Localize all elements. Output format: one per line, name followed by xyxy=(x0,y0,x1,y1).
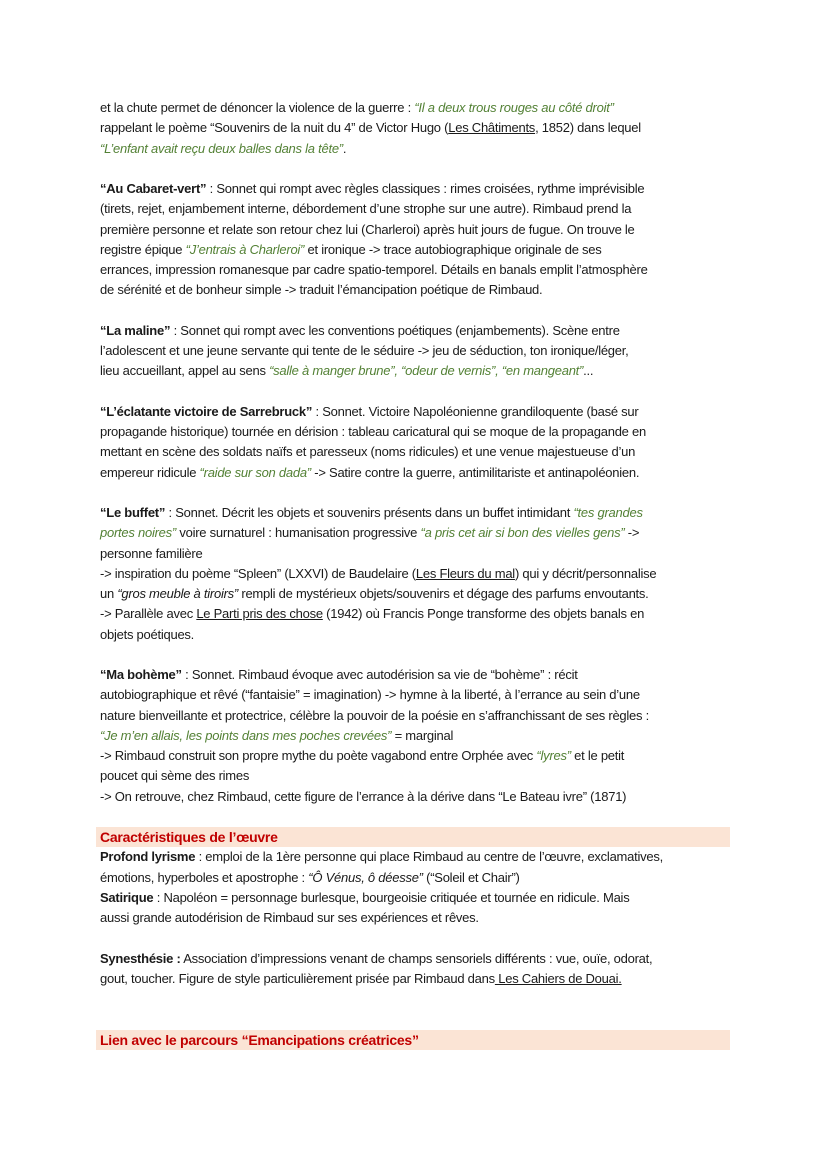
bold-term: “Ma bohème” xyxy=(100,667,182,682)
text-line xyxy=(100,665,740,685)
body-text: rempli de mystérieux objets/souvenirs et dégage des parfums envoutants. xyxy=(238,586,649,601)
text-line xyxy=(100,503,740,523)
body-text: nature bienveillante et protectrice, célèbre la pouvoir de la poésie en s’affranchissant de ses règles : xyxy=(100,707,649,723)
section-heading xyxy=(96,827,730,847)
blank-line xyxy=(100,382,740,402)
body-text: émotions, hyperboles et apostrophe : xyxy=(100,869,309,885)
section-heading xyxy=(96,1030,730,1050)
text-line xyxy=(100,179,740,199)
body-text: mettant en scène des soldats naïfs et paresseux (noms ridicules) et une venue majestueuse d’un xyxy=(100,444,636,460)
work-title: Les Fleurs du mal xyxy=(415,565,515,581)
text-line xyxy=(100,280,740,300)
blank-line xyxy=(100,989,740,1009)
text-line xyxy=(100,604,740,624)
body-text: et le petit xyxy=(570,748,625,763)
text-line xyxy=(100,260,740,280)
text-line xyxy=(100,564,740,584)
body-text: -> inspiration du poème “Spleen” (LXXVI) de Baudelaire ( xyxy=(100,565,416,581)
quotation: “raide sur son dada” xyxy=(199,464,311,480)
body-text: : Sonnet. Victoire Napoléonienne grandiloquente (basé sur xyxy=(312,403,639,419)
body-text: autobiographique et rêvé (“fantaisie” = imagination) -> hymne à la liberté, à l’errance au sein d’une xyxy=(100,687,640,703)
body-text: -> xyxy=(624,525,640,541)
quotation: portes noires” xyxy=(100,525,176,541)
body-text: : emploi de la 1ère personne qui place Rimbaud au centre de l’œuvre, exclamatives, xyxy=(195,849,663,865)
blank-line xyxy=(100,928,740,948)
text-line xyxy=(100,847,740,867)
text-line xyxy=(100,422,740,442)
text-line xyxy=(100,584,740,604)
bold-term: “Le buffet” xyxy=(100,505,166,520)
text-line xyxy=(100,442,740,462)
text-line xyxy=(100,544,740,564)
body-text: rappelant le poème “Souvenirs de la nuit du 4” de Victor Hugo ( xyxy=(100,120,449,136)
body-text: objets poétiques. xyxy=(100,626,195,642)
body-text: première personne et relate son retour chez lui (Charleroi) après huit jours de fugue. On trouve le xyxy=(100,221,635,237)
text-line xyxy=(100,523,740,543)
work-title: Les Cahiers de Douai. xyxy=(494,970,622,986)
text-line xyxy=(100,706,740,726)
blank-line xyxy=(100,1009,740,1029)
text-line xyxy=(100,746,740,766)
body-text: Association d’impressions venant de champs sensoriels différents : vue, ouïe, odorat, xyxy=(180,950,653,966)
body-text: . xyxy=(342,140,347,156)
text-line xyxy=(100,766,740,786)
body-text: l’adolescent et une jeune servante qui tente de le séduire -> jeu de séduction, ton ironique/léger, xyxy=(100,343,629,358)
bold-term: Satirique xyxy=(100,889,154,905)
body-text: : Sonnet. Décrit les objets et souvenirs présents dans un buffet intimidant xyxy=(165,505,574,520)
body-text: ... xyxy=(583,363,594,379)
body-text: un xyxy=(100,586,118,601)
bold-term: “Au Cabaret-vert” xyxy=(100,181,207,196)
bold-term: Profond lyrisme xyxy=(100,849,196,865)
quotation: “salle à manger brune”, “odeur de vernis”, “en mangeant” xyxy=(269,363,584,379)
body-text: registre épique xyxy=(100,241,186,257)
body-text: aussi grande autodérision de Rimbaud sur ses expériences et rêves. xyxy=(100,910,479,925)
body-text: , 1852) dans lequel xyxy=(535,120,641,136)
heading-text: Caractéristiques de l’œuvre xyxy=(100,829,278,845)
body-text: -> Satire contre la guerre, antimilitariste et antinapoléonien. xyxy=(310,464,640,480)
text-line xyxy=(100,118,740,138)
work-title: Le Parti pris des chose xyxy=(196,606,323,622)
body-text: personne familière xyxy=(100,545,203,561)
italic-quotation: “Ô Vénus, ô déesse” xyxy=(308,869,423,885)
body-text: -> On retrouve, chez Rimbaud, cette figure de l’errance à la dérive dans “Le Bateau ivre” (1871) xyxy=(100,788,627,804)
heading-text: Lien avec le parcours “Emancipations créatrices” xyxy=(100,1031,419,1048)
document-page xyxy=(100,98,740,1050)
blank-line xyxy=(100,301,740,321)
text-line xyxy=(100,726,740,746)
body-text: -> Rimbaud construit son propre mythe du poète vagabond entre Orphée avec xyxy=(100,748,537,763)
text-line xyxy=(100,341,740,361)
bold-term: Synesthésie : xyxy=(100,950,181,966)
blank-line xyxy=(100,807,740,827)
text-line xyxy=(100,402,740,422)
text-line xyxy=(100,321,740,341)
work-title: Les Châtiments xyxy=(448,120,536,136)
text-line xyxy=(100,908,740,928)
bold-term: “L’éclatante victoire de Sarrebruck” xyxy=(100,403,313,419)
body-text: de sérénité et de bonheur simple -> traduit l’émancipation poétique de Rimbaud. xyxy=(100,282,543,298)
body-text: : Sonnet qui rompt avec les conventions poétiques (enjambements). Scène entre xyxy=(170,322,620,338)
body-text: errances, impression romanesque par cadre spatio-temporel. Détails en banals emplit l’atmosphère xyxy=(100,262,648,277)
quotation: “J’entrais à Charleroi” xyxy=(185,241,305,257)
body-text: : Sonnet qui rompt avec règles classiques : rimes croisées, rythme imprévisible xyxy=(206,181,645,196)
body-text: : Napoléon = personnage burlesque, bourgeoisie critiquée et tournée en ridicule. Mais xyxy=(153,889,630,905)
body-text: -> Parallèle avec xyxy=(100,606,197,622)
text-line xyxy=(100,685,740,705)
blank-line xyxy=(100,645,740,665)
body-text: (“Soleil et Chair”) xyxy=(422,869,520,885)
text-line xyxy=(100,969,740,989)
body-text: (1942) où Francis Ponge transforme des objets banals en xyxy=(322,606,645,622)
text-line xyxy=(100,98,740,118)
body-text: voire surnaturel : humanisation progressive xyxy=(175,525,421,541)
body-text: ) qui y décrit/personnalise xyxy=(514,565,657,581)
quotation: “a pris cet air si bon des vielles gens” xyxy=(420,525,625,541)
italic-quotation: “gros meuble à tiroirs” xyxy=(117,586,239,601)
text-line xyxy=(100,625,740,645)
blank-line xyxy=(100,483,740,503)
text-line xyxy=(100,199,740,219)
blank-line xyxy=(100,159,740,179)
text-line xyxy=(100,463,740,483)
text-line xyxy=(100,220,740,240)
quotation: “Il a deux trous rouges au côté droit” xyxy=(414,100,614,115)
quotation: “Je m’en allais, les points dans mes poches crevées” xyxy=(100,727,392,743)
quotation: “tes grandes xyxy=(573,505,643,520)
body-text: empereur ridicule xyxy=(100,464,200,480)
body-text: = marginal xyxy=(391,727,454,743)
quotation: “lyres” xyxy=(536,748,571,763)
body-text: propagande historique) tournée en dérision : tableau caricatural qui se moque de la propagande en xyxy=(100,424,646,439)
text-line xyxy=(100,240,740,260)
text-line xyxy=(100,888,740,908)
body-text: lieu accueillant, appel au sens xyxy=(100,363,270,379)
body-text: gout, toucher. Figure de style particulièrement prisée par Rimbaud dans xyxy=(100,970,495,986)
body-text: poucet qui sème des rimes xyxy=(100,768,250,784)
body-text: (tirets, rejet, enjambement interne, débordement d’une strophe sur une autre). Rimbaud prend la xyxy=(100,201,632,217)
quotation: “L’enfant avait reçu deux balles dans la tête” xyxy=(100,140,343,156)
text-line xyxy=(100,868,740,888)
bold-term: “La maline” xyxy=(100,322,171,338)
body-text: et la chute permet de dénoncer la violence de la guerre : xyxy=(100,100,415,115)
text-line xyxy=(100,787,740,807)
text-line xyxy=(100,949,740,969)
body-text: et ironique -> trace autobiographique originale de ses xyxy=(304,241,602,257)
body-text: : Sonnet. Rimbaud évoque avec autodérision sa vie de “bohème” : récit xyxy=(181,667,578,682)
text-line xyxy=(100,139,740,159)
text-line xyxy=(100,361,740,381)
